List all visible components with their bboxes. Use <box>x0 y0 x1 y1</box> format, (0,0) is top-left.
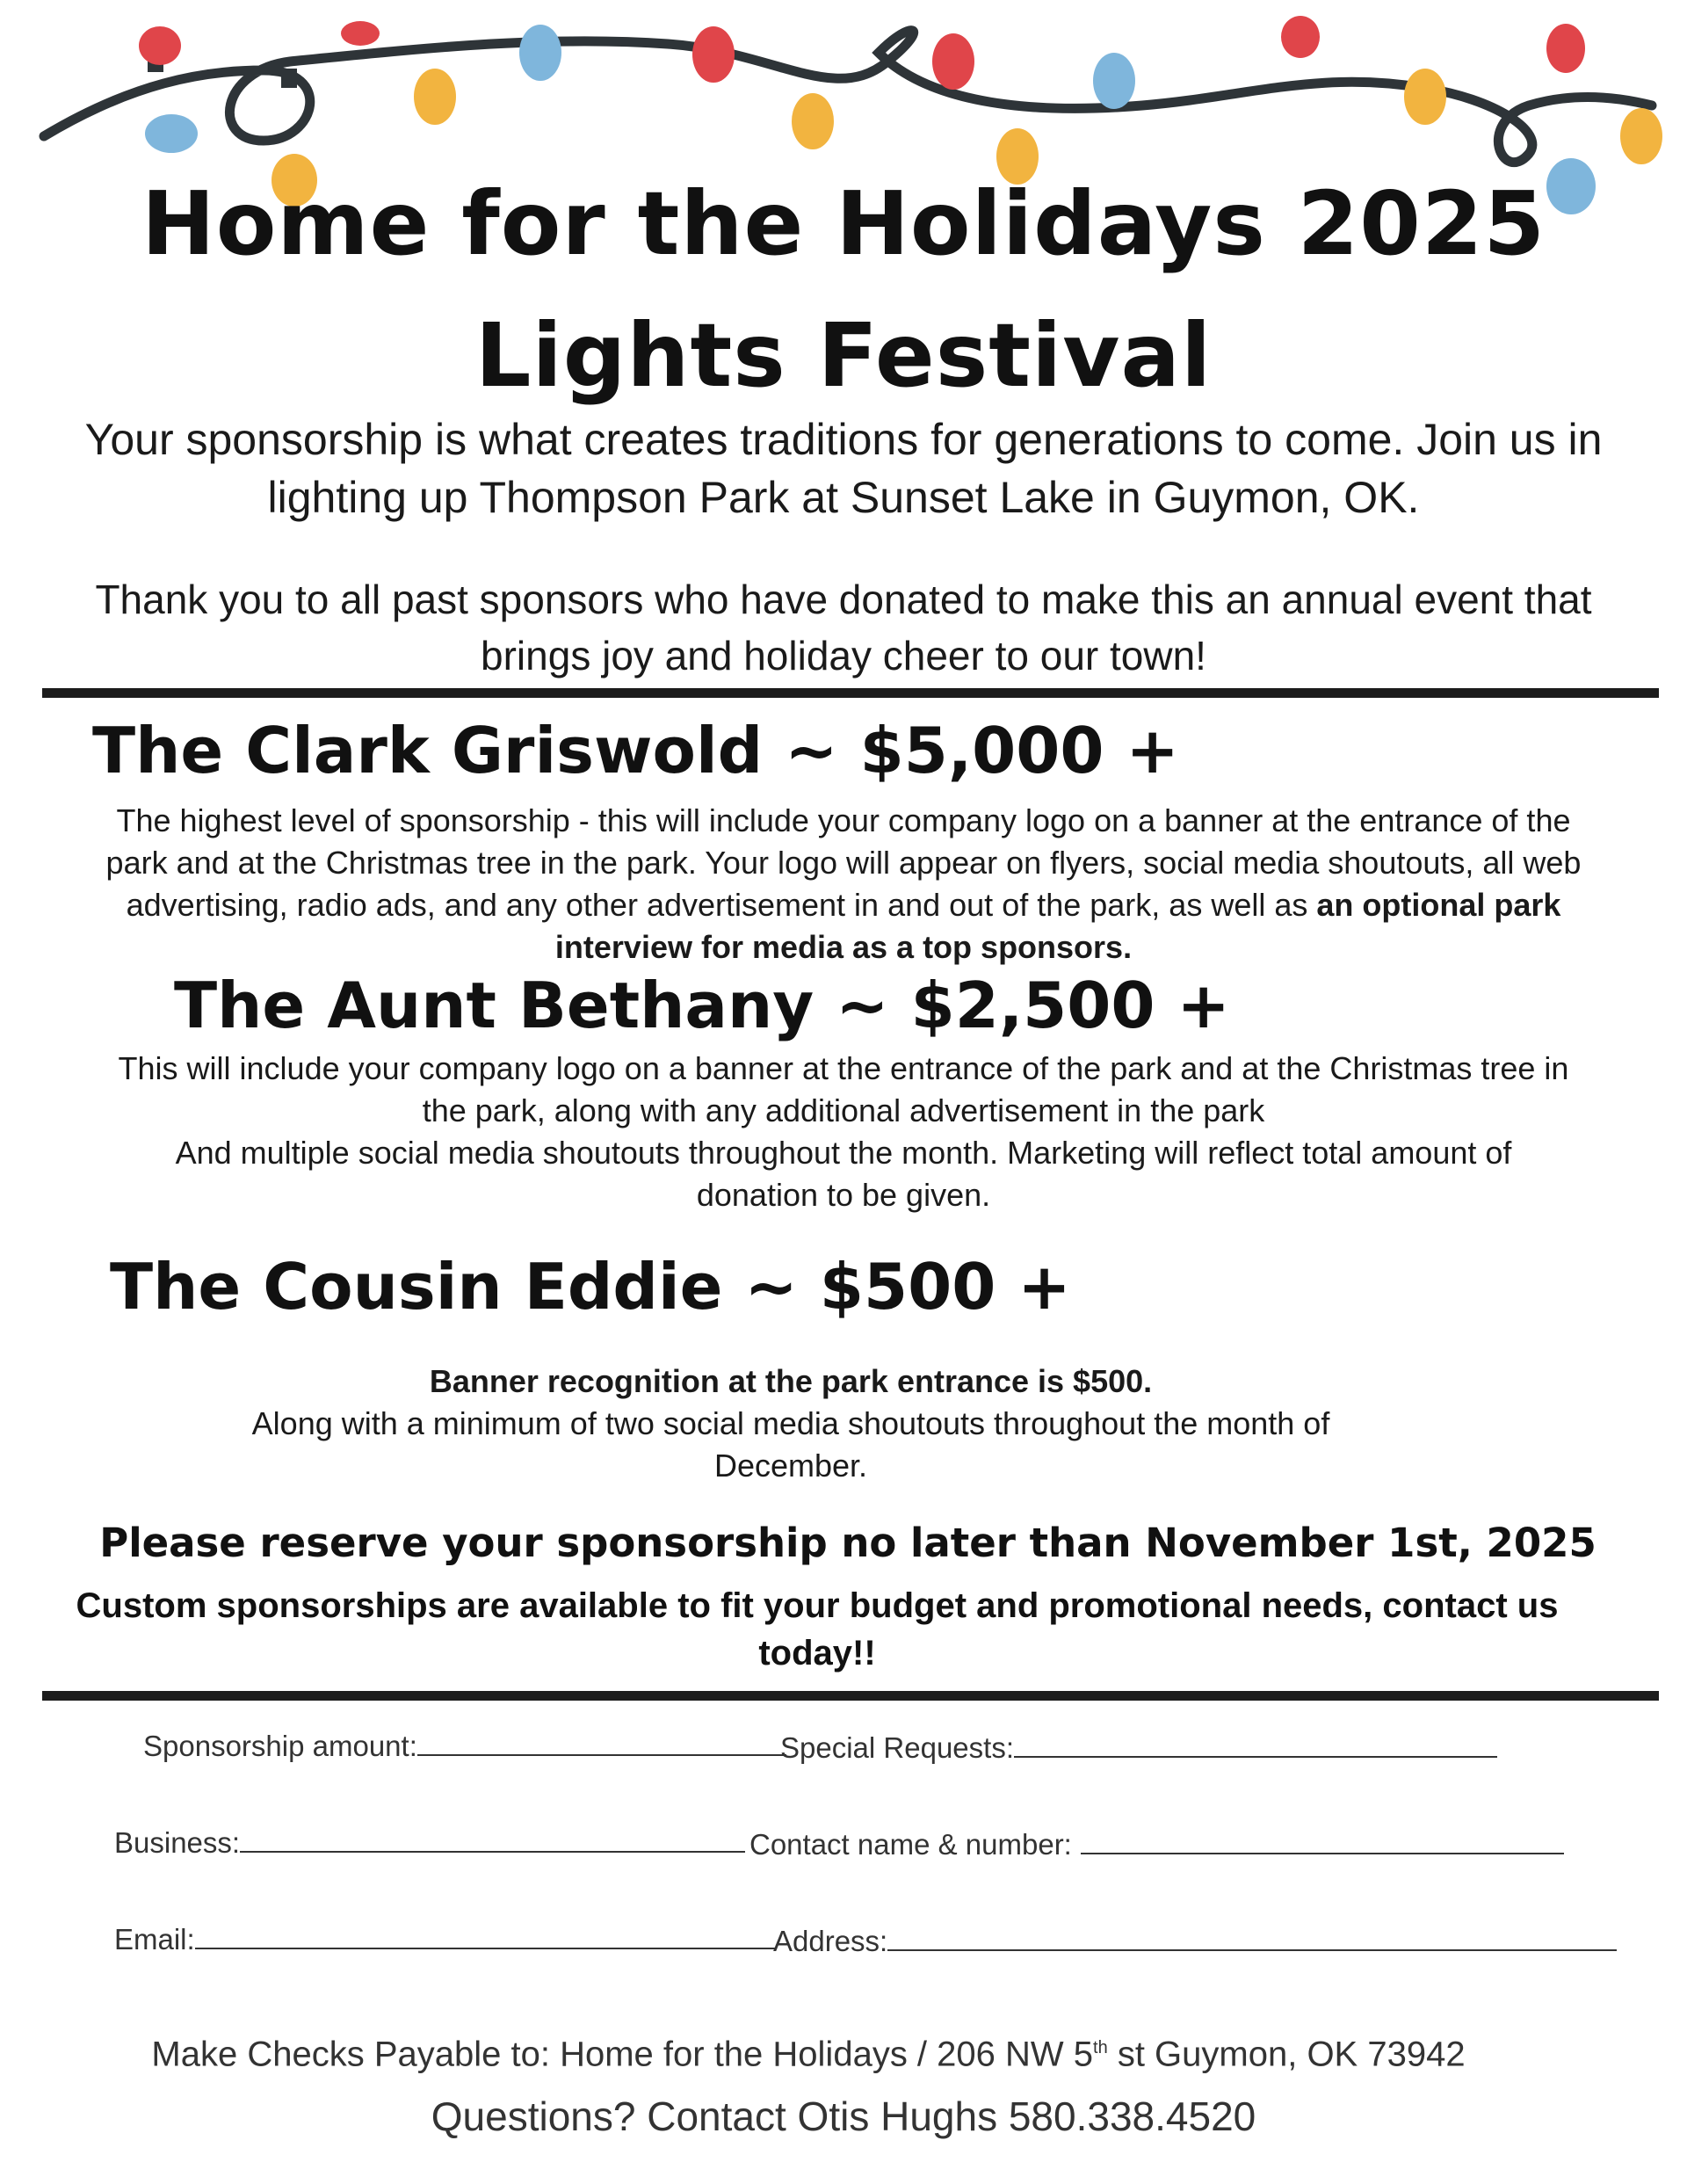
email-line[interactable] <box>195 1923 775 1949</box>
custom-line: Custom sponsorships are available to fit your budget and promotional needs, contact us <box>76 1586 1559 1625</box>
questions-contact: Questions? Contact Otis Hughs 580.338.4520 <box>431 2093 1256 2139</box>
special-requests-label: Special Requests: <box>780 1731 1014 1764</box>
tier-description-aunt-bethany <box>35 1048 1652 1216</box>
tier-description-cousin-eddie <box>0 1360 1582 1487</box>
thanks-line: brings joy and holiday cheer to our town! <box>481 633 1206 678</box>
special-requests-field[interactable] <box>780 1731 1497 1765</box>
description-line: park and at the Christmas tree in the park. Your logo will appear on flyers, social media shoutouts, all web <box>105 845 1582 881</box>
email-label: Email: <box>114 1923 195 1955</box>
tier-heading-clark-griswold: The Clark Griswold ~ $5,000 + <box>92 714 1179 787</box>
business-label: Business: <box>114 1826 241 1859</box>
description-line: donation to be given. <box>696 1177 991 1213</box>
intro-text <box>0 410 1687 526</box>
address-field[interactable] <box>773 1925 1617 1958</box>
highlight-text: an optional park <box>1316 887 1561 923</box>
thanks-text <box>0 571 1687 684</box>
address-line[interactable] <box>887 1925 1617 1951</box>
checks-text-end: st Guymon, OK 73942 <box>1107 2035 1466 2074</box>
contact-label: Contact name & number: <box>749 1828 1072 1861</box>
divider-bottom <box>42 1691 1659 1701</box>
checks-payable-text <box>0 2023 1652 2079</box>
checks-text: Make Checks Payable to: Home for the Holidays / 206 NW 5 <box>151 2035 1094 2074</box>
intro-line: Your sponsorship is what creates traditions for generations to come. Join us in <box>84 415 1603 464</box>
business-line[interactable] <box>240 1826 745 1853</box>
contact-line[interactable] <box>1081 1828 1564 1854</box>
thanks-line: Thank you to all past sponsors who have donated to make this an annual event that <box>95 577 1592 622</box>
address-label: Address: <box>773 1925 888 1957</box>
deadline-notice: Please reserve your sponsorship no later than November 1st, 2025 <box>99 1520 1596 1566</box>
description-line: December. <box>713 1448 868 1484</box>
divider-top <box>42 688 1659 698</box>
description-line: the park, along with any additional advertisement in the park <box>422 1092 1265 1128</box>
description-line: And multiple social media shoutouts throughout the month. Marketing will reflect total amount of <box>175 1135 1512 1171</box>
checks-sup: th <box>1093 2038 1108 2057</box>
contact-field[interactable] <box>749 1828 1564 1861</box>
special-requests-line[interactable] <box>1014 1731 1497 1758</box>
custom-sponsorship-notice <box>0 1582 1634 1677</box>
description-text: advertising, radio ads, and any other advertisement in and out of the park, as well as <box>126 887 1308 923</box>
description-line <box>35 884 1652 926</box>
custom-line: today!! <box>758 1634 876 1672</box>
description-line: Along with a minimum of two social media shoutouts throughout the month of <box>251 1405 1330 1441</box>
description-line: Banner recognition at the park entrance is $500. <box>429 1363 1153 1399</box>
sponsorship-amount-line[interactable] <box>417 1730 786 1756</box>
sponsorship-amount-field[interactable] <box>143 1730 786 1763</box>
intro-line: lighting up Thompson Park at Sunset Lake in Guymon, OK. <box>267 473 1420 522</box>
description-line: interview for media as a top sponsors. <box>554 929 1133 965</box>
page-subtitle: Lights Festival <box>474 304 1213 407</box>
tier-heading-cousin-eddie: The Cousin Eddie ~ $500 + <box>110 1250 1071 1324</box>
tier-heading-aunt-bethany: The Aunt Bethany ~ $2,500 + <box>174 969 1230 1042</box>
email-field[interactable] <box>114 1923 775 1956</box>
business-field[interactable] <box>114 1826 745 1860</box>
sponsorship-amount-label: Sponsorship amount: <box>143 1730 417 1762</box>
page-title: Home for the Holidays 2025 <box>141 172 1546 275</box>
description-line: This will include your company logo on a banner at the entrance of the park and at the Christmas tree in <box>118 1050 1569 1086</box>
description-line: The highest level of sponsorship - this will include your company logo on a banner at the entrance of the <box>116 802 1571 838</box>
tier-description-clark-griswold <box>35 800 1652 969</box>
